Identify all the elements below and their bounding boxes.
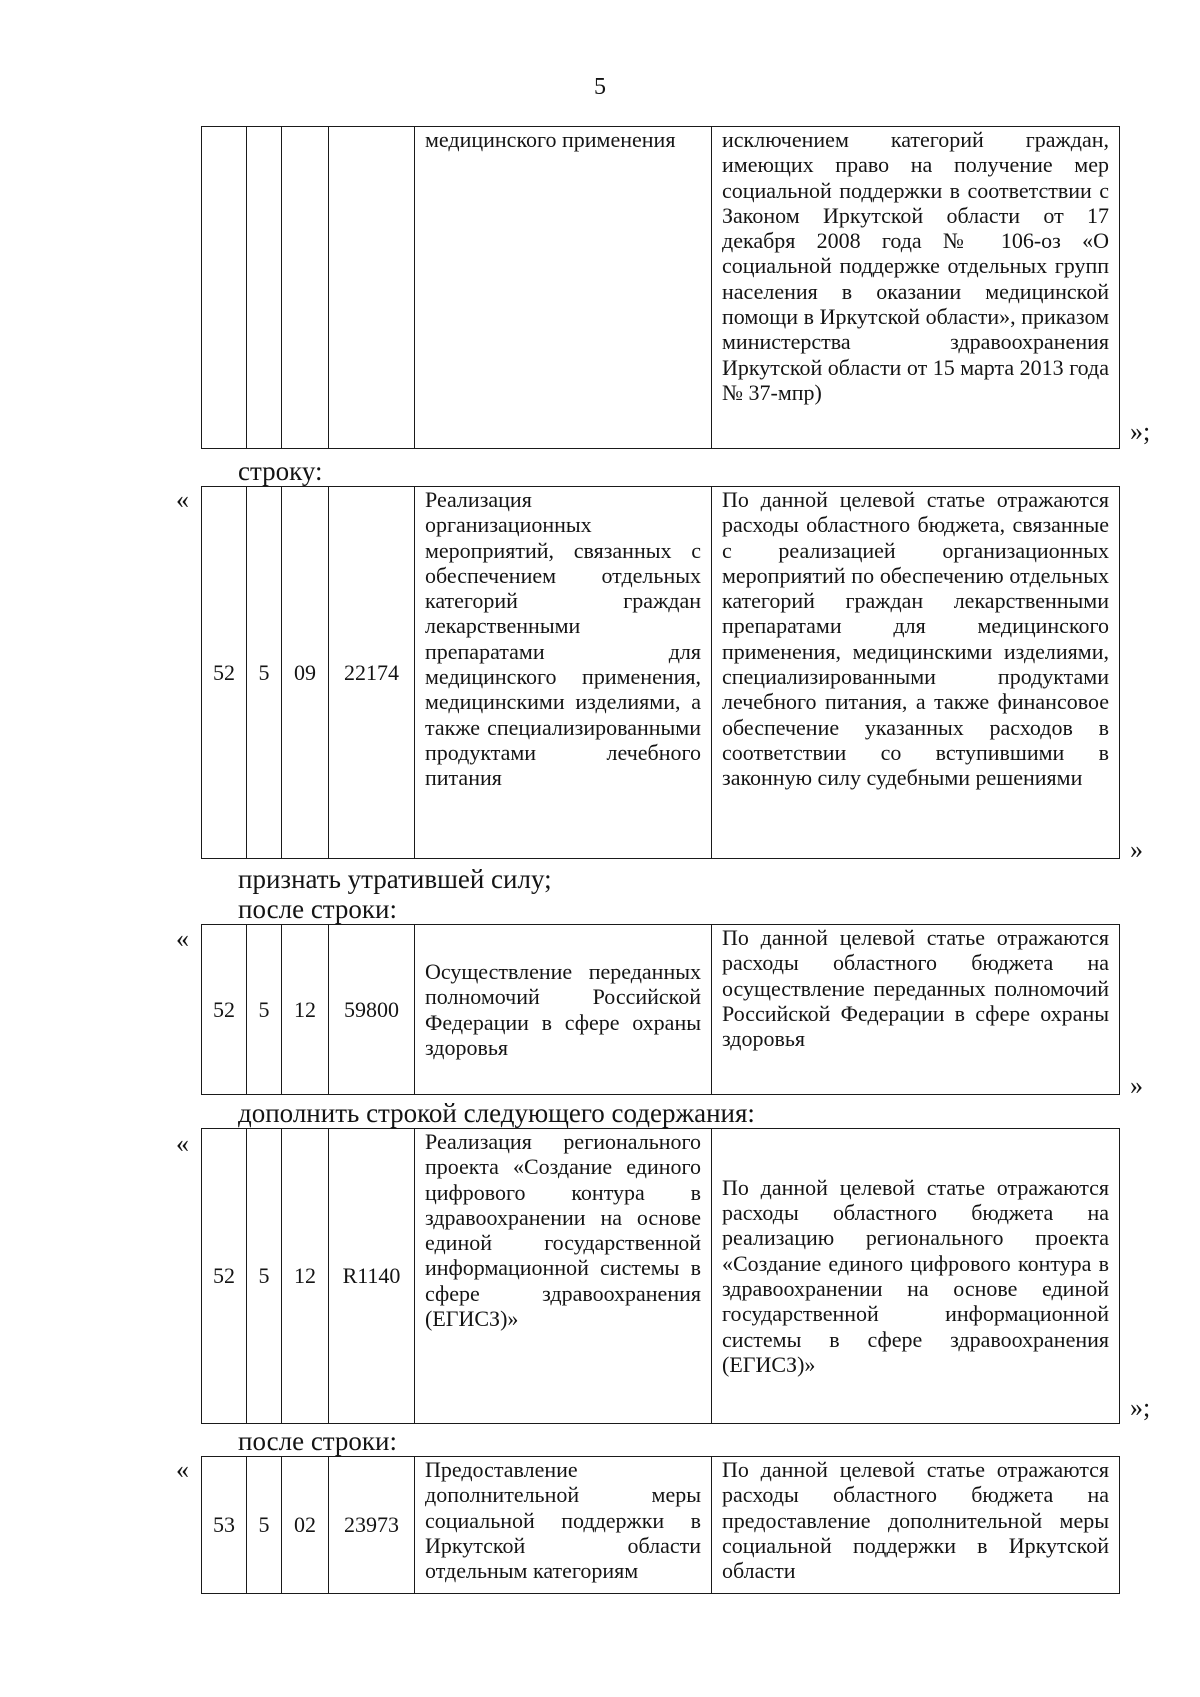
article-description: По данной целевой статье отражаются расходы областного бюджета на предоставление дополнительной меры социальной поддержки в Иркутской области: [712, 1457, 1120, 1594]
code-cell-1: 52: [202, 925, 247, 1095]
code-cell-3: 02: [282, 1457, 329, 1594]
table-row-59800: [201, 924, 1120, 1095]
code-cell-4: [329, 127, 415, 449]
instruction-label: строку:: [238, 456, 323, 486]
opening-quote: «: [176, 1455, 189, 1484]
table-row-23973: [201, 1456, 1120, 1594]
closing-quote: »: [1130, 835, 1143, 864]
instruction-label: после строки:: [238, 1426, 397, 1456]
article-description: По данной целевой статье отражаются расходы областного бюджета на осуществление переданных полномочий Российской Федерации в сфере охраны здоровья: [712, 925, 1120, 1095]
code-cell-2: 5: [247, 487, 282, 859]
code-cell-3: [282, 127, 329, 449]
code-cell-1: 52: [202, 487, 247, 859]
code-cell-2: 5: [247, 1457, 282, 1594]
table-row: [202, 925, 1120, 1095]
table-row: [202, 487, 1120, 859]
code-cell-2: 5: [247, 925, 282, 1095]
table-row-22174: [201, 486, 1120, 859]
page-number: 5: [594, 74, 606, 100]
opening-quote: «: [176, 485, 189, 514]
table-row-R1140: [201, 1128, 1120, 1424]
opening-quote: «: [176, 924, 189, 953]
article-name: Реализация организационных мероприятий, связанных с обеспечением отдельных категорий граждан лекарственными препаратами для медицинского применения, медицинскими изделиями, а также специализированными продуктами лечебного питания: [415, 487, 712, 859]
table-row: [202, 1129, 1120, 1424]
article-description: исключением категорий граждан, имеющих право на получение мер социальной поддержки в соответствии с Законом Иркутской области от 17 декабря 2008 года № 106-оз «О социальной поддержке отдельных групп населения в оказании медицинской помощи в Иркутской области», приказом министерства здравоохранения Иркутской области от 15 марта 2013 года № 37-мпр): [712, 127, 1120, 449]
instruction-label: дополнить строкой следующего содержания:: [238, 1098, 755, 1128]
table-row: [202, 127, 1120, 449]
code-cell-3: 12: [282, 1129, 329, 1424]
article-name: медицинского применения: [415, 127, 712, 449]
article-name: Осуществление переданных полномочий Российской Федерации в сфере охраны здоровья: [415, 925, 712, 1095]
code-cell-2: 5: [247, 1129, 282, 1424]
instruction-label: после строки:: [238, 894, 397, 924]
opening-quote: «: [176, 1129, 189, 1158]
article-description: По данной целевой статье отражаются расходы областного бюджета на реализацию регионального проекта «Создание единого цифрового контура в здравоохранении на основе единой государственной информационной системы в сфере здравоохранения (ЕГИСЗ)»: [712, 1129, 1120, 1424]
code-cell-4: 59800: [329, 925, 415, 1095]
article-name: Предоставление дополнительной меры социальной поддержки в Иркутской области отдельным категориям: [415, 1457, 712, 1594]
table-row: [202, 1457, 1120, 1594]
code-cell-4: 22174: [329, 487, 415, 859]
closing-quote: »: [1130, 1071, 1143, 1100]
code-cell-1: 52: [202, 1129, 247, 1424]
instruction-label: признать утратившей силу;: [238, 864, 552, 894]
code-cell-1: [202, 127, 247, 449]
code-cell-1: 53: [202, 1457, 247, 1594]
code-cell-3: 09: [282, 487, 329, 859]
article-name: Реализация регионального проекта «Создание единого цифрового контура в здравоохранении на основе единой государственной информационной системы в сфере здравоохранения (ЕГИСЗ)»: [415, 1129, 712, 1424]
code-cell-2: [247, 127, 282, 449]
closing-quote: »;: [1130, 1393, 1151, 1422]
code-cell-4: R1140: [329, 1129, 415, 1424]
code-cell-3: 12: [282, 925, 329, 1095]
code-cell-4: 23973: [329, 1457, 415, 1594]
closing-quote: »;: [1130, 417, 1151, 446]
table-continuation: [201, 126, 1120, 449]
article-description: По данной целевой статье отражаются расходы областного бюджета, связанные с реализацией организационных мероприятий по обеспечению отдельных категорий граждан лекарственными препаратами для медицинского применения, медицинскими изделиями, специализированными продуктами лечебного питания, а также финансовое обеспечение указанных расходов в соответствии со вступившими в законную силу судебными решениями: [712, 487, 1120, 859]
